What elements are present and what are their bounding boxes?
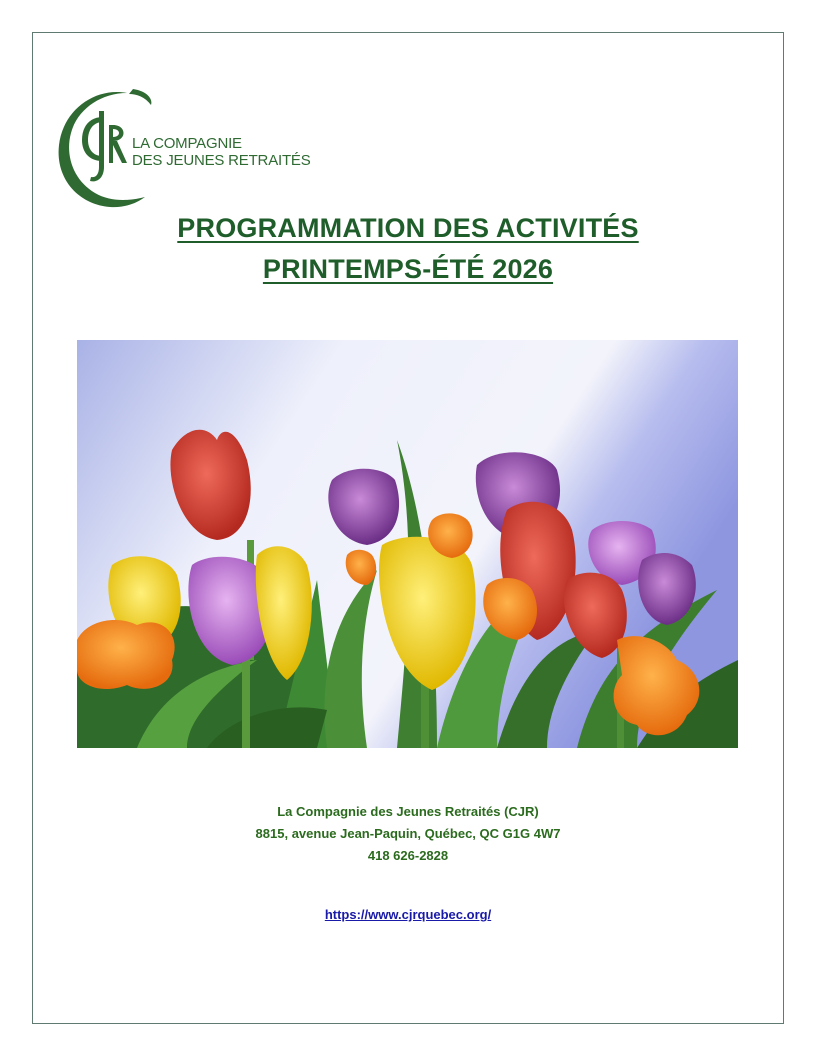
website-link[interactable]: https://www.cjrquebec.org/ — [324, 907, 492, 922]
organization-name: La Compagnie des Jeunes Retraités (CJR) — [277, 804, 539, 819]
organization-address: 8815, avenue Jean-Paquin, Québec, QC G1G 4W7 — [255, 826, 561, 841]
organization-phone: 418 626-2828 — [367, 848, 449, 863]
document-title-line-2: PRINTEMPS-ÉTÉ 2026 — [262, 254, 554, 284]
website-link-container — [0, 907, 816, 922]
tulips-photo — [77, 340, 738, 748]
document-title-line-1: PROGRAMMATION DES ACTIVITÉS — [177, 213, 639, 243]
logo-line-1: LA COMPAGNIE — [132, 135, 242, 152]
cjr-logo — [55, 85, 310, 210]
logo-wordmark — [132, 135, 311, 169]
logo-line-2: DES JEUNES RETRAITÉS — [132, 152, 311, 169]
